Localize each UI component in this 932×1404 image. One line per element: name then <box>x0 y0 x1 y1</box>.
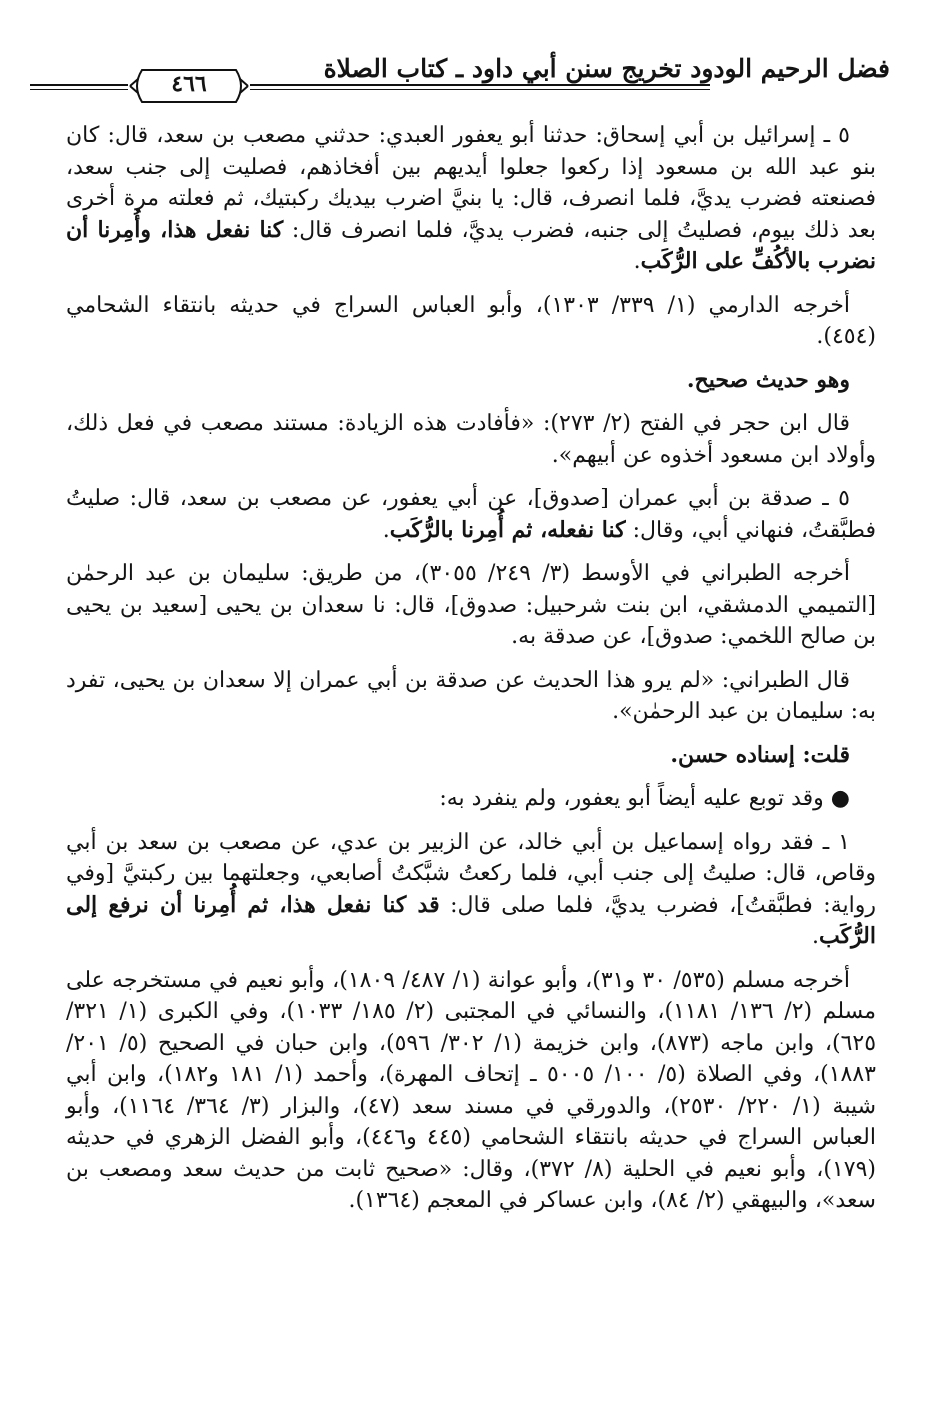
paragraph-tabarani: قال الطبراني: «لم يرو هذا الحديث عن صدقة بن أبي عمران إلا سعدان بن يحيى، تفرد به: سليمان بن عبد الرحمٰن». <box>66 667 876 724</box>
page-body <box>66 120 876 1229</box>
paragraph-ruling-2 <box>66 740 876 772</box>
bold-ruling: وهو حديث صحيح. <box>686 366 850 393</box>
paragraph-takhrij-3: أخرجه مسلم (٥٣٥/ ٣٠ و٣١)، وأبو عوانة (١/ ٤٨٧/ ١٨٠٩)، وأبو نعيم في مستخرجه على مسلم (٢/ ١٣٦/ ١١٨١)، والنسائي في المجتبى (٢/ ١٨٥/ ١٠٣٣)، وفي الكبرى (١/ ٣٢١/ ٦٢٥)، وابن ماجه (٨٧٣)، وابن خزيمة (١/ ٣٠٢/ ٥٩٦)، وابن حبان في الصحيح (٥/ ٢٠١/ ١٨٨٣)، وفي الصلاة (٥/ ١٠٠/ ٥٠٠٥ ـ إتحاف المهرة)، وأحمد (١/ ١٨١ و١٨٢)، وابن أبي شيبة (١/ ٢٢٠/ ٢٥٣٠)، والدورقي في مسند سعد (٤٧)، والبزار (٣/ ٣٦٤/ ١١٦٤)، وأبو العباس السراج في حديثه بانتقاء الشحامي (٤٤٥ و٤٤٦)، وأبو الفضل الزهري في حديثه (١٧٩)، وأبو نعيم في الحلية (٨/ ٣٧٢)، وقال: «صحيح ثابت من حديث سعد ومصعب بن سعد»، والبيهقي (٢/ ٨٤)، وابن عساكر في المعجم (١٣٦٤). <box>66 967 877 1213</box>
running-title: فضل الرحيم الودود تخريج سنن أبي داود ـ كتاب الصلاة <box>323 54 890 83</box>
paragraph-hadith-5b: ٥ ـ صدقة بن أبي عمران [صدوق]، عن أبي يعفور، عن مصعب بن سعد، قال: صليتُ فطبَّقتُ، فنهاني أبي، وقال: كنا نفعله، ثم أُمِرنا بالرُّكَب. <box>66 486 876 543</box>
bold-quote: كنا نفعل هذا، وأُمِرنا أن نضرب بالأكُفِّ على الرُّكَب <box>66 216 876 274</box>
paragraph-hadith-5a: ٥ ـ إسرائيل بن أبي إسحاق: حدثنا أبو يعفور العبدي: حدثني مصعب بن سعد، قال: كان بنو عبد الله بن مسعود إذا ركعوا جعلوا أيديهم بين أفخاذهم، فصليت إلى جنب سعد، فصنعته فضرب يديَّ، فلما انصرف، قال: يا بنيَّ اضرب بيديك ركبتيك، ثم فعلته مرة أخرى بعد ذلك بيوم، فصليتُ إلى جنبه، فضرب يديَّ، فلما انصرف قال: كنا نفعل هذا، وأُمِرنا أن نضرب بالأكُفِّ على الرُّكَب. <box>66 123 876 274</box>
paragraph-ibn-hajar: قال ابن حجر في الفتح (٢/ ٢٧٣): «فأفادت هذه الزيادة: مستند مصعب في فعل ذلك، وأولاد ابن مسعود أخذوه عن أبيهم». <box>66 411 876 468</box>
page-number: ٤٦٦ <box>171 71 207 97</box>
bold-ruling: قلت: إسناده حسن. <box>670 741 850 768</box>
paragraph-hadith-1: ١ ـ فقد رواه إسماعيل بن أبي خالد، عن الزبير بن عدي، عن مصعب بن سعد بن أبي وقاص، قال: صليتُ إلى جنب أبي، فلما ركعتُ شبَّكتُ أصابعي، وجعلتهما بين ركبتيَّ [وفي رواية: فطبَّقتُ]، فضرب يديَّ، فلما صلى قال: قد كنا نفعل هذا، ثم أُمِرنا أن نرفع إلى الرُّكَب. <box>66 829 876 949</box>
paragraph-mutaba: ● وقد توبع عليه أيضاً أبو يعفور، ولم ينفرد به: <box>439 786 850 811</box>
page-number-frame <box>128 67 250 105</box>
paragraph-takhrij-1: أخرجه الدارمي (١/ ٣٣٩/ ١٣٠٣)، وأبو العباس السراج في حديثه بانتقاء الشحامي (٤٥٤). <box>66 292 876 349</box>
page-header <box>30 40 890 110</box>
bold-quote: قد كنا نفعل هذا، ثم أُمِرنا أن نرفع إلى الرُّكَب <box>66 891 876 949</box>
paragraph-takhrij-2: أخرجه الطبراني في الأوسط (٣/ ٢٤٩/ ٣٠٥٥)، من طريق: سليمان بن عبد الرحمٰن [التميمي الدمشقي، ابن بنت شرحبيل: صدوق]، قال: نا سعدان بن يحيى [سعيد بن يحيى بن صالح اللخمي: صدوق]، عن صدقة به. <box>66 561 876 649</box>
paragraph-ruling-1 <box>66 365 876 397</box>
bold-quote: كنا نفعله، ثم أُمِرنا بالرُّكَب <box>389 516 626 543</box>
